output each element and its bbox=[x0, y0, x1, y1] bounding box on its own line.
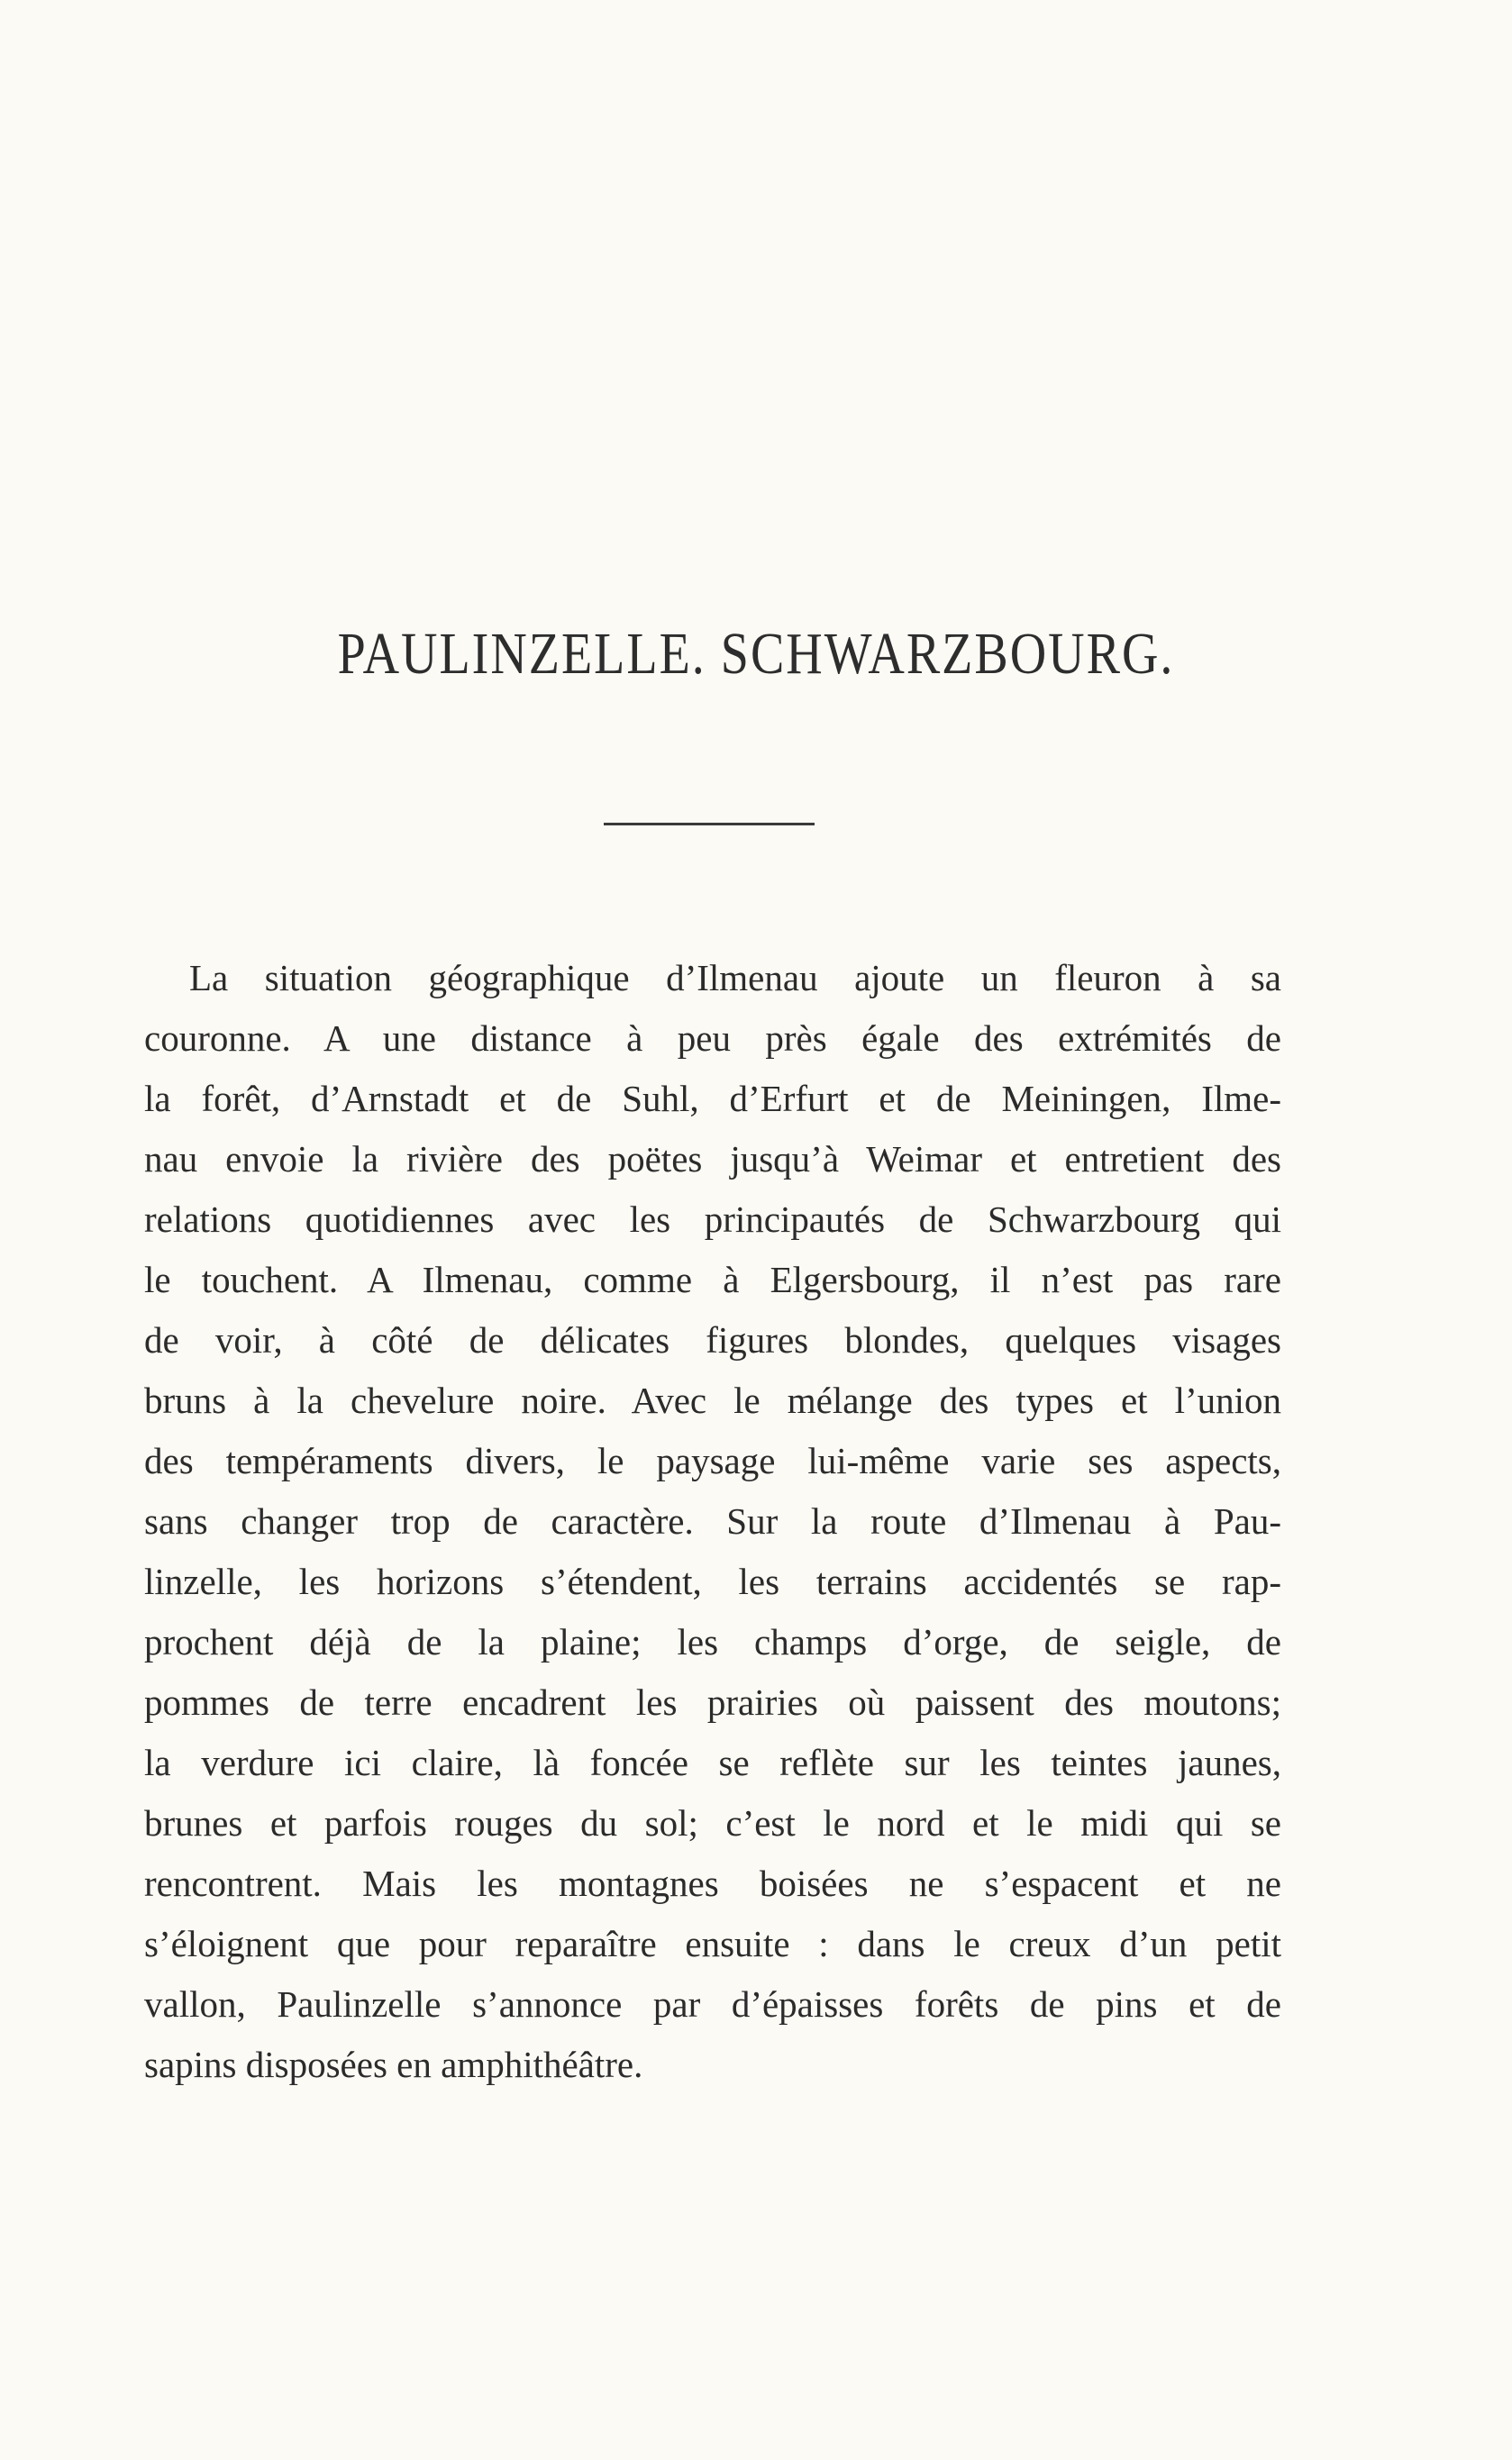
paragraph-line: de voir, à côté de délicates figures blondes, quelques visages bbox=[144, 1319, 1281, 1361]
paragraph-line: la verdure ici claire, là foncée se reflète sur les teintes jaunes, bbox=[144, 1742, 1281, 1783]
paragraph-line: linzelle, les horizons s’étendent, les terrains accidentés se rap- bbox=[144, 1561, 1281, 1602]
paragraph-line: nau envoie la rivière des poëtes jusqu’à Weimar et entretient des bbox=[144, 1138, 1281, 1180]
paragraph-line: s’éloignent que pour reparaître ensuite : dans le creux d’un petit bbox=[144, 1923, 1281, 1964]
paragraph-line: relations quotidiennes avec les principautés de Schwarzbourg qui bbox=[144, 1198, 1281, 1240]
paragraph-line: vallon, Paulinzelle s’annonce par d’épaisses forêts de pins et de bbox=[144, 1983, 1281, 2025]
paragraph-line: brunes et parfois rouges du sol; c’est le nord et le midi qui se bbox=[144, 1802, 1281, 1844]
paragraph-line: La situation géographique d’Ilmenau ajoute un fleuron à sa bbox=[189, 957, 1281, 998]
paragraph-line: la forêt, d’Arnstadt et de Suhl, d’Erfurt et de Meiningen, Ilme- bbox=[144, 1078, 1281, 1119]
paragraph-line: bruns à la chevelure noire. Avec le mélange des types et l’union bbox=[144, 1380, 1281, 1421]
chapter-title: PAULINZELLE. SCHWARZBOURG. bbox=[337, 621, 1175, 688]
paragraph-line: couronne. A une distance à peu près égale des extrémités de bbox=[144, 1017, 1281, 1059]
paragraph-line: pommes de terre encadrent les prairies où paissent des moutons; bbox=[144, 1681, 1281, 1723]
paragraph-line: des tempéraments divers, le paysage lui-même varie ses aspects, bbox=[144, 1440, 1281, 1481]
body-paragraph bbox=[144, 948, 1281, 2095]
paragraph-line: rencontrent. Mais les montagnes boisées ne s’espacent et ne bbox=[144, 1863, 1281, 1904]
paragraph-line: sans changer trop de caractère. Sur la route d’Ilmenau à Pau- bbox=[144, 1500, 1281, 1542]
paragraph-line: le touchent. A Ilmenau, comme à Elgersbourg, il n’est pas rare bbox=[144, 1259, 1281, 1300]
title-rule-divider bbox=[604, 823, 815, 825]
paragraph-line: prochent déjà de la plaine; les champs d’orge, de seigle, de bbox=[144, 1621, 1281, 1663]
paragraph-line: sapins disposées en amphithéâtre. bbox=[144, 2044, 643, 2085]
